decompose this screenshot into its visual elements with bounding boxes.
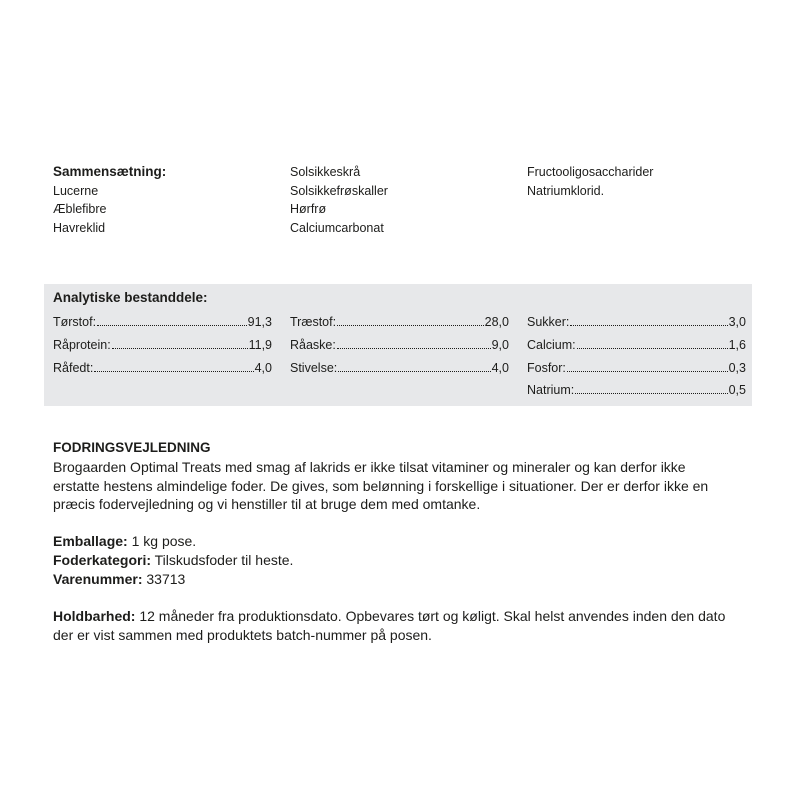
analytic-label: Træstof: [290,315,337,329]
analytic-label: Tørstof: [53,315,97,329]
composition-item: Solsikkeskrå [290,165,361,179]
analytic-row-calcium [527,337,746,353]
analytic-label: Fosfor: [527,361,566,375]
analytic-value: 9,0 [491,338,509,352]
analytic-label: Råaske: [290,338,336,352]
shelf-life-label: Holdbarhed: [53,608,136,624]
analytic-value: 91,3 [247,315,272,329]
composition-item: Æblefibre [53,202,107,217]
analytic-row-rafedt [53,360,272,376]
analytic-value: 0,5 [728,383,746,397]
composition-item: Havreklid [53,220,106,235]
analytic-label: Calcium: [527,338,576,352]
analytic-label: Sukker: [527,315,570,329]
text-line: erstatte hestens almindelige foder. De gives, som belønning i forskellige i situationer. Der er derfor ikke en [53,477,709,494]
leader-dots [337,347,491,349]
analytic-label: Stivelse: [290,361,338,375]
shelf-life-text [53,607,763,644]
composition-item: Solsikkefrøskaller [290,183,388,198]
leader-dots [97,324,247,326]
packaging-line [53,532,196,551]
composition-item: Natriumklorid. [527,183,605,198]
composition-item: Hørfrø [290,202,327,217]
analytic-row-stivelse [290,360,509,376]
leader-dots [94,370,253,372]
leader-dots [112,347,248,349]
category-value: Tilskudsfoder til heste. [151,552,294,568]
analytic-value: 0,3 [728,361,746,375]
text-line [53,607,763,626]
feeding-guidance-heading: FODRINGSVEJLEDNING [53,440,211,455]
category-line [53,551,293,570]
analytic-row-traestof [290,314,509,330]
leader-dots [575,392,727,394]
leader-dots [338,370,490,372]
leader-dots [337,324,484,326]
analytic-row-raaske [290,337,509,353]
shelf-life-value: 12 måneder fra produktionsdato. Opbevares tørt og køligt. Skal helst anvendes inden den dato [135,608,726,624]
analytic-value: 11,9 [248,338,272,352]
composition-column-1 [53,163,166,237]
item-number-label: Varenummer: [53,571,143,587]
item-number-value: 33713 [142,571,186,587]
leader-dots [567,370,728,372]
leader-dots [570,324,727,326]
analytic-label: Natrium: [527,383,575,397]
analytic-row-fosfor [527,360,746,376]
text-line: der er vist sammen med produktets batch-nummer på posen. [53,626,432,643]
item-number-line [53,570,185,589]
feeding-guidance-text [53,458,763,514]
analytic-value: 1,6 [728,338,746,352]
analytic-row-torstof [53,314,272,330]
analytic-value: 4,0 [491,361,509,375]
composition-column-2 [290,163,388,237]
text-line: præcis fodervejledning og vi henstiller til at bruge dem med omtanke. [53,496,481,513]
analytic-value: 4,0 [254,361,272,375]
packaging-label: Emballage: [53,533,128,549]
analytic-label: Råfedt: [53,361,94,375]
category-label: Foderkategori: [53,552,152,568]
composition-item: Fructooligosaccharider [527,165,654,179]
composition-heading: Sammensætning: [53,164,167,179]
packaging-value: 1 kg pose. [127,533,197,549]
analytic-value: 28,0 [484,315,509,329]
text-line: Brogaarden Optimal Treats med smag af lakrids er ikke tilsat vitaminer og mineraler og kan derfor ikke [53,459,686,475]
composition-item: Calciumcarbonat [290,220,384,235]
analytic-value: 3,0 [728,315,746,329]
analytic-heading: Analytiske bestanddele: [53,290,208,305]
composition-column-3 [527,163,653,200]
analytic-label: Råprotein: [53,338,111,352]
analytic-row-sukker [527,314,746,330]
composition-item: Lucerne [53,183,99,198]
analytic-row-raprotein [53,337,272,353]
analytic-row-natrium [527,382,746,398]
leader-dots [577,347,728,349]
